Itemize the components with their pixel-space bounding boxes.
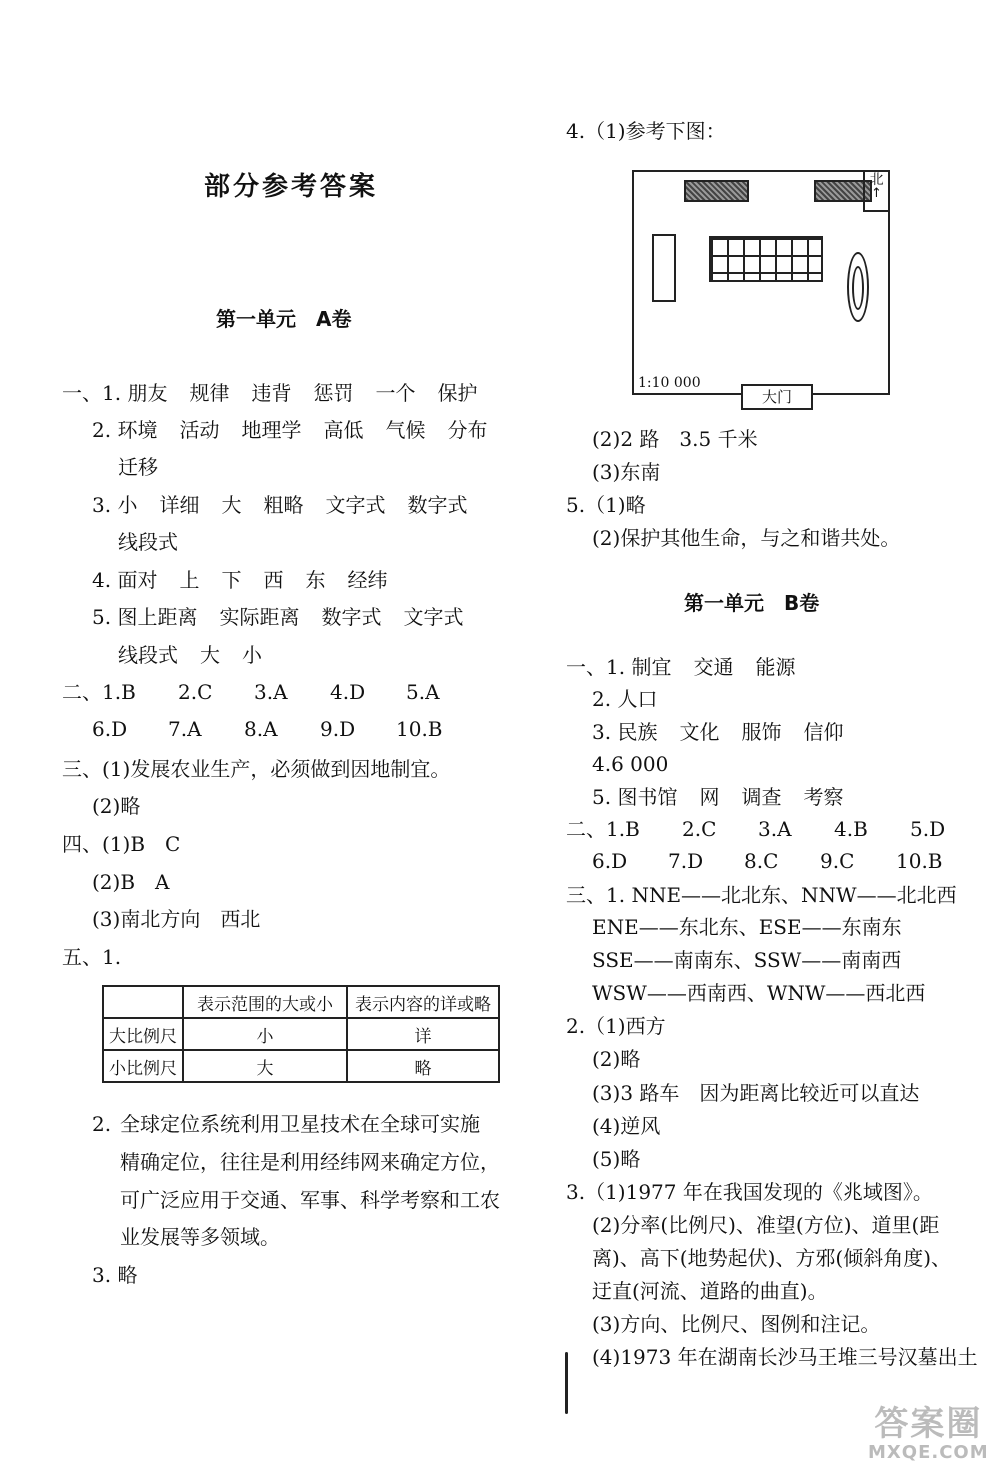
b-q3-3-line: 3.（1)1977 年在我国发现的《兆域图》。 bbox=[566, 1180, 933, 1204]
a-q4-line2: (2)B A bbox=[92, 870, 170, 894]
answer-word: 气候 bbox=[385, 418, 426, 442]
mc-answer: 5.A bbox=[406, 680, 440, 704]
b-q3-2-line: (4)逆风 bbox=[592, 1114, 661, 1138]
answer-word: 考察 bbox=[803, 785, 844, 809]
b-q3-1-line: SSE——南南东、SSW——南南西 bbox=[592, 948, 902, 972]
north-arrow-icon: ↑ bbox=[871, 186, 882, 201]
b-q1-3-num: 3. bbox=[592, 720, 612, 744]
mc-answer: 4.D bbox=[330, 680, 366, 704]
table-cell: 小比例尺 bbox=[103, 1050, 183, 1082]
table-header-cell: 表示内容的详或略 bbox=[347, 986, 499, 1018]
answer-word: 西 bbox=[263, 568, 284, 592]
answer-word: 详细 bbox=[159, 493, 200, 517]
mc-answer: 4.B bbox=[834, 817, 868, 841]
watermark-logo bbox=[868, 1405, 989, 1463]
b-q1-4: 4.6 000 bbox=[592, 752, 669, 776]
b-q3-2-line: 2.（1)西方 bbox=[566, 1014, 666, 1038]
b-q1-5-num: 5. bbox=[592, 785, 612, 809]
answer-word: 交通 bbox=[693, 655, 734, 679]
unit-a-heading: 第一单元 A卷 bbox=[216, 307, 352, 331]
a-q1-3-cont: 线段式 bbox=[118, 530, 178, 554]
table-cell: 大比例尺 bbox=[103, 1018, 183, 1050]
mc-answer: 8.A bbox=[244, 717, 278, 741]
answer-word: 图上距离 bbox=[117, 605, 198, 629]
answer-word: 分布 bbox=[447, 418, 488, 442]
table-cell: 详 bbox=[347, 1018, 499, 1050]
a-q3-line2: (2)略 bbox=[92, 794, 141, 818]
answer-word: 制宜 bbox=[631, 655, 672, 679]
a-q1-5 bbox=[92, 604, 463, 630]
a-q1-4 bbox=[92, 567, 387, 593]
answer-word: 经纬 bbox=[347, 568, 388, 592]
a-q1-3-num: 3. bbox=[92, 493, 112, 517]
mc-answer: 7.A bbox=[168, 717, 202, 741]
mc-answer: 7.D bbox=[668, 849, 704, 873]
b-q3-2-line: (3)3 路车 因为距离比较近可以直达 bbox=[592, 1081, 920, 1105]
mc-answer: 3.A bbox=[254, 680, 288, 704]
answer-word: 数字式 bbox=[321, 605, 382, 629]
answer-word: 违背 bbox=[251, 381, 292, 405]
page-title: 部分参考答案 bbox=[204, 172, 379, 202]
table-row bbox=[103, 1018, 499, 1050]
answer-word: 小 bbox=[117, 493, 138, 517]
answer-word: 下 bbox=[221, 568, 242, 592]
answer-word: 文字式 bbox=[403, 605, 464, 629]
a-q1-5-num: 5. bbox=[92, 605, 112, 629]
a-q5r-line1: 5.（1)略 bbox=[566, 493, 646, 517]
table-header-cell bbox=[103, 986, 183, 1018]
answer-word: 保护 bbox=[437, 381, 478, 405]
answer-word: 活动 bbox=[179, 418, 220, 442]
answer-word: 高低 bbox=[323, 418, 364, 442]
mc-answer: 1.B bbox=[606, 817, 640, 841]
b-q3-3-line: 迂直(河流、道路的曲直)。 bbox=[592, 1279, 828, 1303]
a-q5-2-line: 全球定位系统利用卫星技术在全球可实施 bbox=[120, 1112, 480, 1136]
b-q1-5 bbox=[592, 784, 843, 810]
answer-word: 地理学 bbox=[241, 418, 302, 442]
a-q5r-line2: (2)保护其他生命，与之和谐共处。 bbox=[592, 526, 901, 550]
mc-answer: 2.C bbox=[178, 680, 213, 704]
unit-b-heading: 第一单元 B卷 bbox=[684, 591, 820, 615]
b-q3-3-line: 离)、高下(地势起伏)、方邪(倾斜角度)、 bbox=[592, 1246, 952, 1270]
a-q4r-line3: (3)东南 bbox=[592, 460, 661, 484]
a-q5-3: 3. 略 bbox=[92, 1263, 138, 1287]
parking-grid bbox=[709, 236, 823, 282]
gate-label: 大门 bbox=[741, 384, 813, 410]
a-q1-5-cont bbox=[118, 642, 262, 668]
table-cell: 大 bbox=[183, 1050, 347, 1082]
watermark-text: 答案圈 bbox=[874, 1404, 983, 1444]
mc-answer: 9.C bbox=[820, 849, 855, 873]
b-q3-1-line: 三、1. NNE——北北东、NNW——北北西 bbox=[566, 883, 957, 907]
a-q1-2 bbox=[92, 417, 487, 443]
answer-word: 大 bbox=[200, 643, 220, 667]
answer-word: 小 bbox=[242, 643, 262, 667]
b-q3-1-line: ENE——东北东、ESE——东南东 bbox=[592, 915, 902, 939]
b-q3-3-line: (2)分率(比例尺)、准望(方位)、道里(距 bbox=[592, 1213, 940, 1237]
a-q5-2-line: 可广泛应用于交通、军事、科学考察和工农 bbox=[120, 1188, 500, 1212]
a-q2-row1 bbox=[62, 679, 482, 705]
a-q4r-line2: (2)2 路 3.5 千米 bbox=[592, 427, 758, 451]
answer-word: 朋友 bbox=[127, 381, 168, 405]
map-scale: 1:10 000 bbox=[638, 375, 701, 391]
a-q3-line1: 三、(1)发展农业生产，必须做到因地制宜。 bbox=[62, 757, 451, 781]
answer-word: 网 bbox=[699, 785, 720, 809]
answer-word: 服饰 bbox=[741, 720, 782, 744]
north-label: 北 bbox=[869, 172, 884, 188]
watermark-url: MXQE.COM bbox=[868, 1442, 989, 1463]
b-q3-3-line: (3)方向、比例尺、图例和注记。 bbox=[592, 1312, 881, 1336]
answer-word: 一个 bbox=[375, 381, 416, 405]
answer-word: 惩罚 bbox=[313, 381, 354, 405]
north-indicator bbox=[863, 172, 888, 212]
b-q2-row2 bbox=[592, 848, 972, 874]
answer-word: 图书馆 bbox=[617, 785, 678, 809]
b-q3-2-line: (2)略 bbox=[592, 1047, 641, 1071]
answer-word: 文字式 bbox=[325, 493, 386, 517]
b-q1-1 bbox=[566, 654, 795, 680]
mc-answer: 10.B bbox=[396, 717, 443, 741]
a-q1-4-num: 4. bbox=[92, 568, 112, 592]
a-q4r-line1: 4.（1)参考下图： bbox=[566, 119, 726, 143]
mc-answer: 9.D bbox=[320, 717, 356, 741]
answer-word: 能源 bbox=[755, 655, 796, 679]
b-q1-3 bbox=[592, 719, 843, 745]
mc-answer: 10.B bbox=[896, 849, 943, 873]
running-track-inner bbox=[852, 266, 864, 310]
answer-word: 东 bbox=[305, 568, 326, 592]
table-header-cell: 表示范围的大或小 bbox=[183, 986, 347, 1018]
answer-word: 面对 bbox=[117, 568, 158, 592]
answer-word: 粗略 bbox=[263, 493, 304, 517]
building-block bbox=[652, 234, 676, 302]
a-q1-1 bbox=[62, 380, 477, 406]
table-row bbox=[103, 1050, 499, 1082]
a-q5-2-line: 精确定位，往往是利用经纬网来确定方位， bbox=[120, 1150, 500, 1174]
a-q1-2-cont: 迁移 bbox=[118, 455, 158, 479]
answer-word: 调查 bbox=[741, 785, 782, 809]
mc-answer: 6.D bbox=[92, 717, 128, 741]
a-q1-3 bbox=[92, 492, 467, 518]
school-map-figure bbox=[632, 170, 890, 406]
b-q3-2-line: (5)略 bbox=[592, 1147, 641, 1171]
a-q2-num: 二、 bbox=[62, 680, 102, 704]
mc-answer: 1.B bbox=[102, 680, 136, 704]
b-q1-2: 2. 人口 bbox=[592, 687, 658, 711]
a-q5-2-line: 业发展等多领域。 bbox=[120, 1225, 280, 1249]
building-block bbox=[684, 180, 749, 202]
answer-word: 环境 bbox=[117, 418, 158, 442]
answer-word: 大 bbox=[221, 493, 242, 517]
answer-word: 数字式 bbox=[407, 493, 468, 517]
b-q3-3-line: (4)1973 年在湖南长沙马王堆三号汉墓出土 bbox=[592, 1345, 978, 1369]
table-cell: 小 bbox=[183, 1018, 347, 1050]
answer-word: 规律 bbox=[189, 381, 230, 405]
a-q4-line1: 四、(1)B C bbox=[62, 832, 181, 856]
scale-comparison-table bbox=[102, 985, 500, 1083]
pencil-mark bbox=[565, 1352, 568, 1414]
a-q1-1-num: 一、1. bbox=[62, 381, 122, 405]
mc-answer: 3.A bbox=[758, 817, 792, 841]
mc-answer: 8.C bbox=[744, 849, 779, 873]
answer-word: 文化 bbox=[679, 720, 720, 744]
mc-answer: 5.D bbox=[910, 817, 946, 841]
a-q4-line3: (3)南北方向 西北 bbox=[92, 907, 261, 931]
answer-word: 上 bbox=[179, 568, 200, 592]
answer-word: 民族 bbox=[617, 720, 658, 744]
b-q1-1-num: 一、1. bbox=[566, 655, 626, 679]
a-q5-2-num: 2. bbox=[92, 1112, 112, 1136]
table-header-row bbox=[103, 986, 499, 1018]
a-q2-row2 bbox=[92, 716, 472, 742]
b-q2-num: 二、 bbox=[566, 817, 606, 841]
b-q2-row1 bbox=[566, 816, 986, 842]
answer-word: 线段式 bbox=[118, 643, 178, 667]
answer-word: 实际距离 bbox=[219, 605, 300, 629]
a-q1-2-num: 2. bbox=[92, 418, 112, 442]
a-q5-num: 五、1. bbox=[62, 945, 122, 969]
answer-word: 信仰 bbox=[803, 720, 844, 744]
table-cell: 略 bbox=[347, 1050, 499, 1082]
mc-answer: 2.C bbox=[682, 817, 717, 841]
b-q3-1-line: WSW——西南西、WNW——西北西 bbox=[592, 981, 926, 1005]
mc-answer: 6.D bbox=[592, 849, 628, 873]
